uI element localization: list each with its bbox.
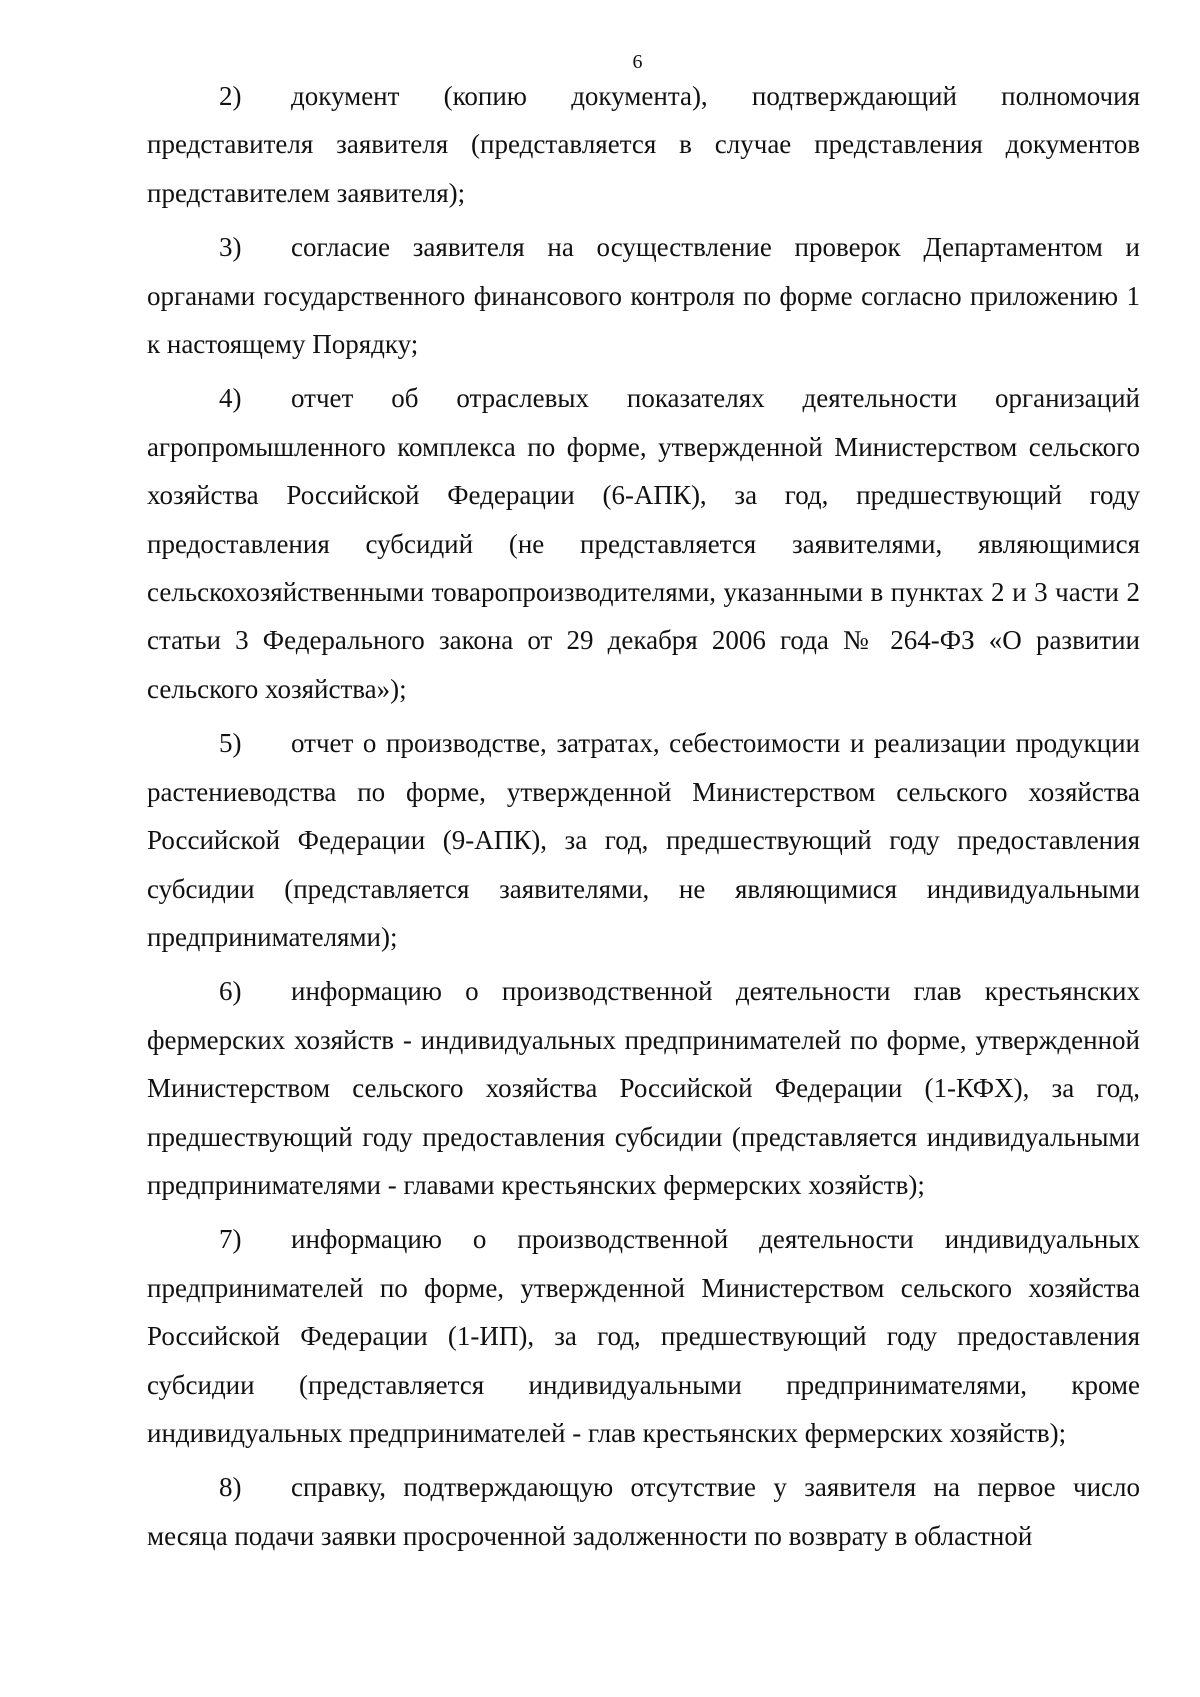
list-item	[147, 72, 1140, 217]
item-text: согласие заявителя на осуществление проверок Департаментом и органами государственного финансового контроля по форме согласно приложению 1 к настоящему Порядку;	[147, 232, 1140, 360]
item-number: 7)	[219, 1224, 242, 1255]
item-number: 2)	[219, 81, 242, 111]
list-item	[147, 1463, 1140, 1560]
list-item	[147, 967, 1140, 1209]
item-number: 8)	[219, 1472, 242, 1503]
list-item	[147, 1215, 1140, 1457]
item-number: 4)	[219, 383, 242, 414]
item-text: отчет об отраслевых показателях деятельности организаций агропромышленного комплекса по форме, утвержденной Министерством сельского хозяйства Российской Федерации (6-АПК), за год, предшествующий году предоставления субсидий (не представляется заявителями, являющимися сельскохозяйственными товаропроизводителями, указанными в пунктах 2 и 3 части 2 статьи 3 Федерального закона от 29 декабря 2006 года № 264-ФЗ «О развитии сельского хозяйства»);	[147, 383, 1140, 704]
item-text: информацию о производственной деятельности глав крестьянских фермерских хозяйств - индивидуальных предпринимателей по форме, утвержденной Министерством сельского хозяйства Российской Федерации (1-КФХ), за год, предшествующий году предоставления субсидии (представляется индивидуальными предпринимателями - главами крестьянских фермерских хозяйств);	[147, 976, 1140, 1200]
item-text: справку, подтверждающую отсутствие у заявителя на первое число месяца подачи заявки просроченной задолженности по возврату в областной	[147, 1472, 1140, 1551]
list-item	[147, 719, 1140, 961]
list-item	[147, 223, 1140, 368]
page-number: 6	[632, 51, 643, 73]
item-number: 6)	[219, 976, 242, 1007]
item-text: отчет о производстве, затратах, себестоимости и реализации продукции растениеводства по форме, утвержденной Министерством сельского хозяйства Российской Федерации (9-АПК), за год, предшествующий году предоставления субсидии (представляется заявителями, не являющимися индивидуальными предпринимателями);	[147, 728, 1140, 952]
list-item	[147, 374, 1140, 713]
document-body	[147, 72, 1140, 1566]
item-text: документ (копию документа), подтверждающий полномочия представителя заявителя (представляется в случае представления документов представителем заявителя);	[147, 81, 1140, 208]
item-number: 3)	[219, 232, 242, 263]
item-text: информацию о производственной деятельности индивидуальных предпринимателей по форме, утвержденной Министерством сельского хозяйства Российской Федерации (1-ИП), за год, предшествующий году предоставления субсидии (представляется индивидуальными предпринимателями, кроме индивидуальных предпринимателей - глав крестьянских фермерских хозяйств);	[147, 1224, 1140, 1448]
item-number: 5)	[219, 728, 242, 759]
